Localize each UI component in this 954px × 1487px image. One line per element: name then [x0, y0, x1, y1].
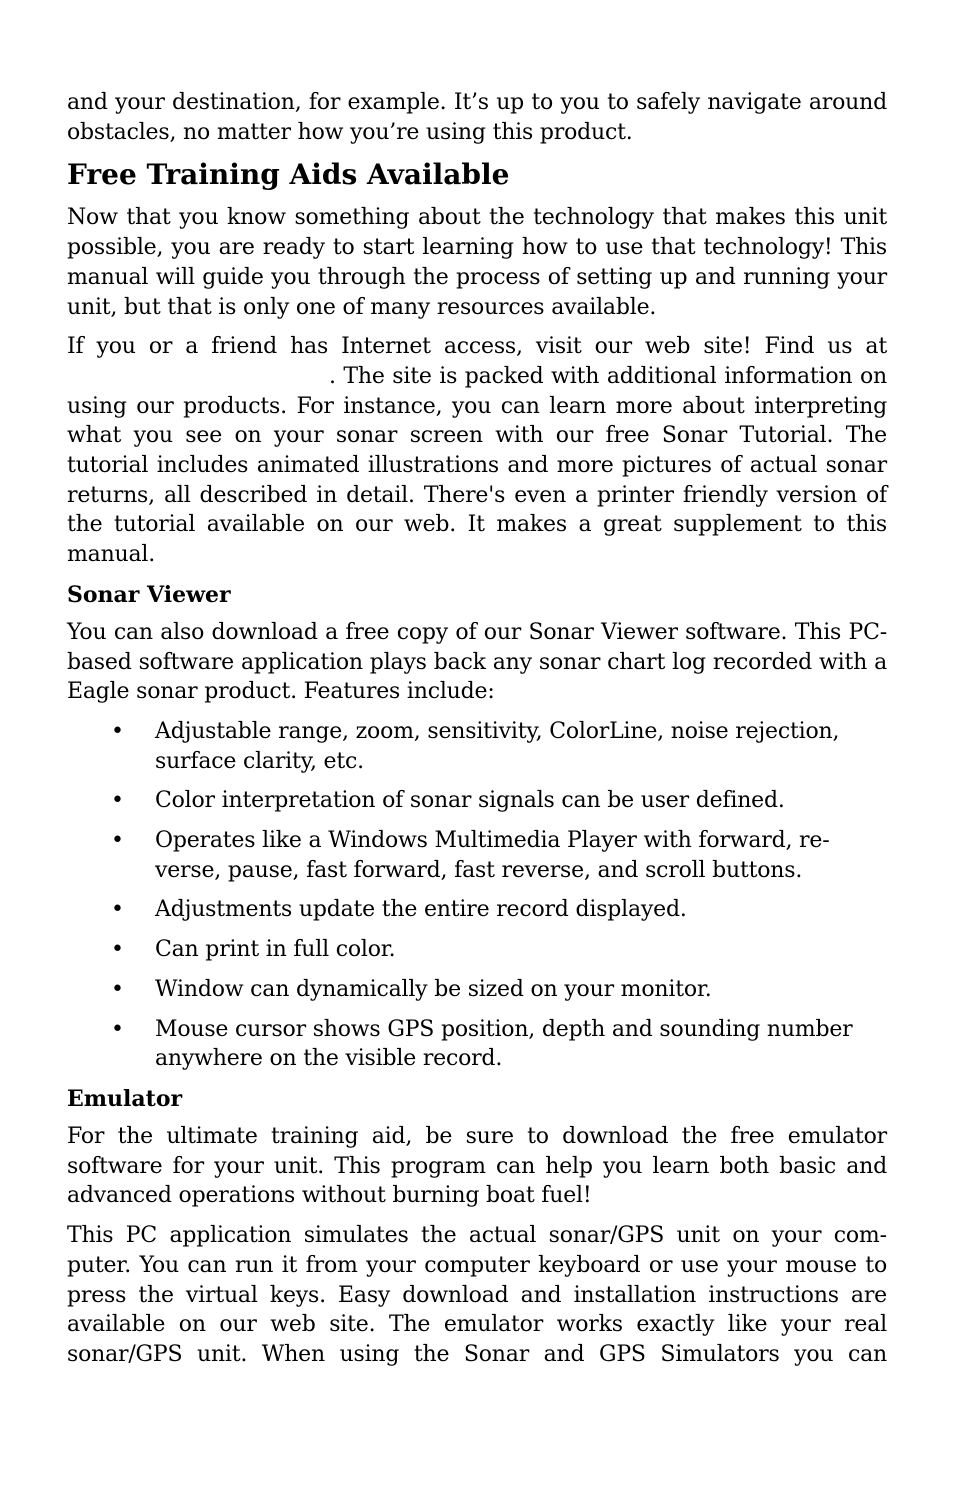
bullet-icon: • — [111, 788, 124, 814]
section-title: Free Training Aids Available — [67, 158, 510, 192]
feature-item — [67, 786, 887, 816]
bullet-icon: • — [111, 1016, 124, 1042]
sonar-viewer-heading: Sonar Viewer — [67, 581, 231, 608]
bullet-icon: • — [111, 897, 124, 923]
emulator-heading: Emulator — [67, 1085, 183, 1112]
sonar-viewer-paragraph: You can also download a free copy of our Sonar Viewer software. This PC-based software application plays back any sonar chart log recorded with a Eagle sonar product. Features include: — [67, 619, 887, 705]
feature-text: Can print in full color. — [155, 937, 396, 963]
website-paragraph-rest: . The site is packed with additional information on using our products. For instance, you can learn more about interpreting what you see on your sonar screen with our free Sonar Tutorial. The tutorial includes animated illustrations and more pictures of actual sonar returns, all described in detail. There's even a printer friendly version of the tutorial available on our web. It makes a great supplement to this manual. — [67, 363, 887, 568]
sonar-viewer-feature-list — [67, 717, 887, 1074]
feature-item — [67, 975, 887, 1005]
feature-text: Adjustments update the entire record displayed. — [155, 897, 687, 923]
feature-text: Adjustable range, zoom, sensitivity, ColorLine, noise rejection, surface clarity, etc. — [155, 718, 840, 774]
intro-paragraph: and your destination, for example. It’s up to you to safely navigate around obstacles, no matter how you’re using this product. — [67, 90, 887, 145]
feature-text: Color interpretation of sonar signals can be user defined. — [155, 788, 785, 814]
bullet-icon: • — [111, 828, 124, 854]
feature-item — [67, 1015, 887, 1074]
bullet-icon: • — [111, 937, 124, 963]
feature-item — [67, 935, 887, 965]
feature-text: Window can dynamically be sized on your monitor. — [155, 976, 712, 1002]
feature-item — [67, 826, 887, 885]
training-intro-paragraph: Now that you know something about the technology that makes this unit possible, you are ready to start learning how to use that technology! This manual will guide you through the process of setting up and running your unit, but that is only one of many resources available. — [67, 205, 887, 320]
website-paragraph-lead: If you or a friend has Internet access, visit our web site! Find us at — [67, 334, 887, 360]
website-paragraph — [67, 332, 887, 570]
feature-item — [67, 895, 887, 925]
emulator-paragraph-1: For the ultimate training aid, be sure to download the free emulator software for your unit. This program can help you learn both basic and advanced operations without burning boat fuel! — [67, 1123, 887, 1209]
bullet-icon: • — [111, 976, 124, 1002]
manual-page — [67, 88, 887, 1380]
bullet-icon: • — [111, 718, 124, 744]
feature-text: Operates like a Windows Multimedia Player with forward, reverse, pause, fast forward, fast reverse, and scroll buttons. — [155, 828, 830, 883]
feature-text: Mouse cursor shows GPS position, depth and sounding number anywhere on the visible record. — [155, 1016, 853, 1072]
emulator-paragraph-2: This PC application simulates the actual sonar/GPS unit on your computer. You can run it from your computer keyboard or use your mouse to press the virtual keys. Easy download and installation instructions are available on our web site. The emulator works exactly like your real sonar/GPS unit. When using the Sonar and GPS Simulators you can — [67, 1223, 887, 1367]
feature-item — [67, 717, 887, 776]
